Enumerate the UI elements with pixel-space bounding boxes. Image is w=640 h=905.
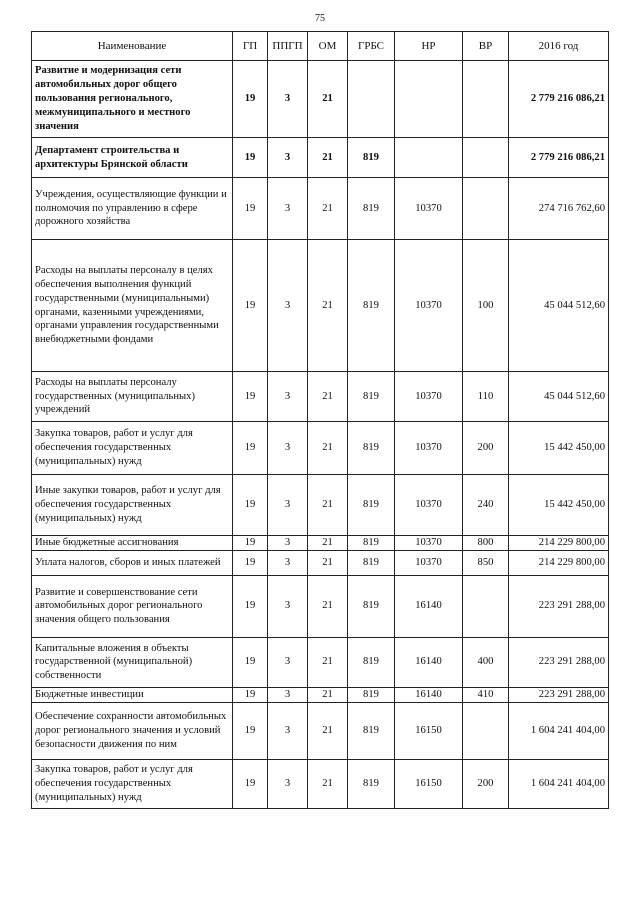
cell-amount: 45 044 512,60 — [509, 240, 609, 372]
cell-name: Закупка товаров, работ и услуг для обеспечения государственных (муниципальных) нужд — [32, 422, 233, 475]
cell-nr: 10370 — [395, 422, 463, 475]
cell-gp: 19 — [233, 422, 268, 475]
table-body — [32, 61, 609, 809]
cell-name: Иные закупки товаров, работ и услуг для обеспечения государственных (муниципальных) нужд — [32, 475, 233, 536]
column-header-om: ОМ — [308, 32, 348, 61]
table-row — [32, 687, 609, 702]
cell-amount: 2 779 216 086,21 — [509, 138, 609, 178]
cell-grbs: 819 — [348, 422, 395, 475]
table-row — [32, 575, 609, 637]
cell-gp: 19 — [233, 61, 268, 138]
table-row — [32, 138, 609, 178]
table-row — [32, 637, 609, 687]
cell-ppgp: 3 — [268, 637, 308, 687]
column-header-grbs: ГРБС — [348, 32, 395, 61]
cell-nr: 10370 — [395, 240, 463, 372]
column-header-year: 2016 год — [509, 32, 609, 61]
cell-name: Уплата налогов, сборов и иных платежей — [32, 550, 233, 575]
cell-vr: 850 — [463, 550, 509, 575]
cell-vr — [463, 178, 509, 240]
cell-name: Закупка товаров, работ и услуг для обеспечения государственных (муниципальных) нужд — [32, 759, 233, 808]
cell-gp: 19 — [233, 637, 268, 687]
cell-amount: 1 604 241 404,00 — [509, 759, 609, 808]
cell-vr: 100 — [463, 240, 509, 372]
cell-vr — [463, 575, 509, 637]
cell-nr: 10370 — [395, 178, 463, 240]
table-row — [32, 759, 609, 808]
cell-nr: 16140 — [395, 575, 463, 637]
cell-grbs: 819 — [348, 702, 395, 759]
cell-amount: 15 442 450,00 — [509, 475, 609, 536]
cell-grbs: 819 — [348, 372, 395, 422]
cell-amount: 223 291 288,00 — [509, 575, 609, 637]
cell-gp: 19 — [233, 138, 268, 178]
table-row — [32, 422, 609, 475]
table-row — [32, 61, 609, 138]
cell-name: Расходы на выплаты персоналу государственных (муниципальных) учреждений — [32, 372, 233, 422]
column-header-nr: НР — [395, 32, 463, 61]
cell-gp: 19 — [233, 178, 268, 240]
cell-nr — [395, 138, 463, 178]
cell-ppgp: 3 — [268, 422, 308, 475]
column-header-ppgp: ППГП — [268, 32, 308, 61]
cell-grbs — [348, 61, 395, 138]
cell-vr: 200 — [463, 422, 509, 475]
cell-amount: 1 604 241 404,00 — [509, 702, 609, 759]
cell-om: 21 — [308, 61, 348, 138]
cell-name: Расходы на выплаты персоналу в целях обеспечения выполнения функций государственными (муниципальными) органами, казенными учреждениями, органами управления государственными внебюджетными фондами — [32, 240, 233, 372]
cell-om: 21 — [308, 550, 348, 575]
cell-grbs: 819 — [348, 550, 395, 575]
table-row — [32, 536, 609, 551]
column-header-gp: ГП — [233, 32, 268, 61]
cell-om: 21 — [308, 575, 348, 637]
cell-vr — [463, 61, 509, 138]
cell-gp: 19 — [233, 550, 268, 575]
cell-gp: 19 — [233, 475, 268, 536]
cell-ppgp: 3 — [268, 536, 308, 551]
cell-ppgp: 3 — [268, 575, 308, 637]
cell-amount: 274 716 762,60 — [509, 178, 609, 240]
table-row — [32, 475, 609, 536]
column-header-vr: ВР — [463, 32, 509, 61]
cell-ppgp: 3 — [268, 61, 308, 138]
cell-name: Капитальные вложения в объекты государственной (муниципальной) собственности — [32, 637, 233, 687]
cell-grbs: 819 — [348, 240, 395, 372]
cell-vr: 110 — [463, 372, 509, 422]
cell-gp: 19 — [233, 372, 268, 422]
cell-grbs: 819 — [348, 138, 395, 178]
cell-nr — [395, 61, 463, 138]
budget-table — [31, 31, 609, 809]
cell-ppgp: 3 — [268, 702, 308, 759]
cell-grbs: 819 — [348, 475, 395, 536]
cell-om: 21 — [308, 178, 348, 240]
cell-nr: 16140 — [395, 687, 463, 702]
cell-om: 21 — [308, 759, 348, 808]
cell-om: 21 — [308, 138, 348, 178]
cell-gp: 19 — [233, 240, 268, 372]
page-number: 75 — [315, 13, 325, 24]
cell-om: 21 — [308, 687, 348, 702]
cell-om: 21 — [308, 637, 348, 687]
cell-gp: 19 — [233, 702, 268, 759]
cell-ppgp: 3 — [268, 550, 308, 575]
table-row — [32, 372, 609, 422]
cell-vr — [463, 138, 509, 178]
cell-om: 21 — [308, 702, 348, 759]
cell-gp: 19 — [233, 759, 268, 808]
cell-amount: 214 229 800,00 — [509, 536, 609, 551]
cell-vr: 240 — [463, 475, 509, 536]
cell-vr — [463, 702, 509, 759]
cell-ppgp: 3 — [268, 687, 308, 702]
cell-om: 21 — [308, 475, 348, 536]
cell-grbs: 819 — [348, 637, 395, 687]
cell-om: 21 — [308, 372, 348, 422]
cell-amount: 223 291 288,00 — [509, 687, 609, 702]
cell-ppgp: 3 — [268, 138, 308, 178]
cell-name: Развитие и модернизация сети автомобильных дорог общего пользования регионального, межмуниципального и местного значения — [32, 61, 233, 138]
cell-grbs: 819 — [348, 536, 395, 551]
cell-nr: 16140 — [395, 637, 463, 687]
cell-ppgp: 3 — [268, 759, 308, 808]
cell-ppgp: 3 — [268, 475, 308, 536]
cell-vr: 400 — [463, 637, 509, 687]
cell-amount: 214 229 800,00 — [509, 550, 609, 575]
cell-nr: 10370 — [395, 372, 463, 422]
cell-name: Бюджетные инвестиции — [32, 687, 233, 702]
cell-ppgp: 3 — [268, 240, 308, 372]
cell-grbs: 819 — [348, 178, 395, 240]
cell-grbs: 819 — [348, 575, 395, 637]
cell-ppgp: 3 — [268, 372, 308, 422]
cell-name: Департамент строительства и архитектуры Брянской области — [32, 138, 233, 178]
table-row — [32, 550, 609, 575]
column-header-name: Наименование — [32, 32, 233, 61]
cell-name: Развитие и совершенствование сети автомобильных дорог регионального значения общего пользования — [32, 575, 233, 637]
cell-amount: 15 442 450,00 — [509, 422, 609, 475]
cell-name: Обеспечение сохранности автомобильных дорог регионального значения и условий безопасности движения по ним — [32, 702, 233, 759]
cell-nr: 16150 — [395, 759, 463, 808]
cell-ppgp: 3 — [268, 178, 308, 240]
cell-nr: 10370 — [395, 536, 463, 551]
cell-nr: 10370 — [395, 550, 463, 575]
cell-name: Учреждения, осуществляющие функции и полномочия по управлению в сфере дорожного хозяйства — [32, 178, 233, 240]
cell-gp: 19 — [233, 536, 268, 551]
cell-amount: 2 779 216 086,21 — [509, 61, 609, 138]
cell-nr: 16150 — [395, 702, 463, 759]
cell-amount: 45 044 512,60 — [509, 372, 609, 422]
cell-vr: 800 — [463, 536, 509, 551]
cell-name: Иные бюджетные ассигнования — [32, 536, 233, 551]
table-row — [32, 240, 609, 372]
cell-amount: 223 291 288,00 — [509, 637, 609, 687]
cell-gp: 19 — [233, 687, 268, 702]
cell-om: 21 — [308, 422, 348, 475]
table-row — [32, 702, 609, 759]
cell-nr: 10370 — [395, 475, 463, 536]
cell-vr: 410 — [463, 687, 509, 702]
cell-vr: 200 — [463, 759, 509, 808]
cell-grbs: 819 — [348, 687, 395, 702]
cell-om: 21 — [308, 240, 348, 372]
cell-om: 21 — [308, 536, 348, 551]
table-row — [32, 178, 609, 240]
cell-gp: 19 — [233, 575, 268, 637]
cell-grbs: 819 — [348, 759, 395, 808]
table-header-row — [32, 32, 609, 61]
